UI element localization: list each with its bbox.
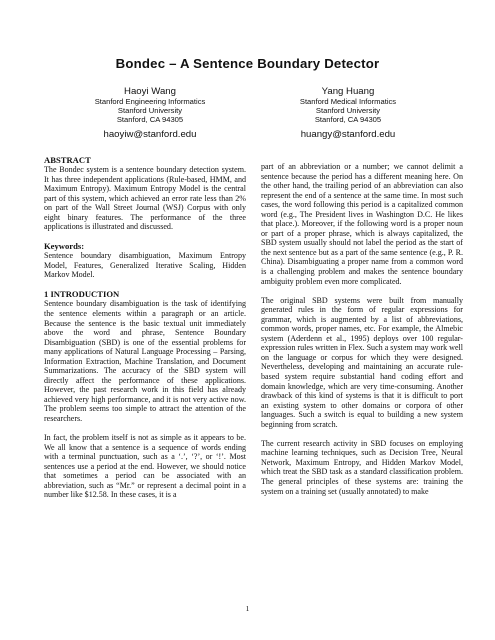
- introduction-heading: 1 INTRODUCTION: [44, 289, 120, 300]
- author-affiliation: Stanford Medical Informatics: [299, 97, 397, 106]
- right-paragraph-3: The current research activity in SBD focuses on employing machine learning techniques, such as Decision Tree, Neural Network, Maximum Entropy, and Hidden Markov Model, which treat the SBD task as a standard classification problem. The general principles of these systems are: training the system on a training set (usually annotated) to make: [261, 438, 463, 496]
- author-affiliation: Stanford Engineering Informatics: [94, 97, 206, 106]
- keywords-text: Sentence boundary disambiguation, Maximum Entropy Model, Features, Generalized Iterative Scaling, Hidden Markov Model.: [44, 251, 246, 280]
- author-block-2: [248, 86, 448, 140]
- author-city: Stanford, CA 94305: [116, 115, 184, 124]
- author-block-1: [50, 86, 250, 140]
- author-university: Stanford University: [315, 106, 381, 115]
- author-university: Stanford University: [117, 106, 183, 115]
- left-column: [44, 155, 246, 500]
- right-paragraph-2: The original SBD systems were built from manually generated rules in the form of regular expressions for grammar, which is augmented by a list of abbreviations, common words, proper names, etc. For example, the Almebic system (Aderdenn et al., 1995) deploys over 100 regular-expression rules written in Flex. Such a system may work well on the language or corpus for which they were designed. Nevertheless, developing and maintaining an accurate rule-based system require substantial hand coding effort and domain knowledge, which are very time-consuming. Another drawback of this kind of systems is that it is difficult to port an existing system to other domains or corpora of other languages. Such a switch is equal to building a new system beginning from scratch.: [261, 295, 463, 429]
- right-paragraph-1: part of an abbreviation or a number; we cannot delimit a sentence because the period has a different meaning here. On the other hand, the trailing period of an abbreviation can also represent the end of a sentence at the same time. In most such cases, the word following this period is a capitalized common word (e.g., The President lives in Washington D.C. He likes that place.). Moreover, if the following word is a proper noun or part of a proper phrase, which is always capitalized, the SBD system usually should not label the period as the start of the next sentence but as a part of the same sentence (e.g., P. R. China). Disambiguating a proper name from a common word is a challenging problem and makes the sentence boundary ambiguity problem even more complicated.: [261, 162, 463, 286]
- keywords-heading: Keywords:: [44, 241, 85, 252]
- author-city: Stanford, CA 94305: [314, 115, 382, 124]
- paper-title: Bondec – A Sentence Boundary Detector: [115, 56, 380, 71]
- page-number: 1: [245, 604, 250, 613]
- intro-paragraph-2: In fact, the problem itself is not as simple as it appears to be. We all know that a sentence is a sequence of words ending with a terminal punctuation, such as a ‘.’, ‘?’, or ‘!’. Most sentences use a period at the end. However, we should notice that sometimes a period can be associated with an abbreviation, such as “Mr.” or represent a decimal point in a number like $12.58. In these cases, it is a: [44, 433, 246, 500]
- intro-paragraph-1: Sentence boundary disambiguation is the task of identifying the sentence elements within a paragraph or an article. Because the sentence is the basic textual unit immediately above the word and phrase, Sentence Boundary Disambiguation (SBD) is one of the essential problems for many applications of Natural Language Processing – Parsing, Information Extraction, Machine Translation, and Document Summarizations. The accuracy of the SBD system will directly affect the performance of these applications. However, the past research work in this field has already achieved very high performance, and it is not very active now. The problem seems too simple to attract the attention of the researchers.: [44, 299, 246, 424]
- abstract-heading: ABSTRACT: [44, 155, 91, 165]
- author-name: Haoyi Wang: [124, 86, 176, 97]
- right-column: [261, 162, 463, 496]
- abstract-text: The Bondec system is a sentence boundary detection system. It has three independent applications (Rule-based, HMM, and Maximum Entropy). Maximum Entropy Model is the central part of this system, which achieved an error rate less than 2% on part of the Wall Street Journal (WSJ) Corpus with only eight binary features. The performance of the three applications is illustrated and discussed.: [44, 165, 246, 232]
- author-email: haoyiw@stanford.edu: [103, 129, 197, 140]
- author-email: huangy@stanford.edu: [300, 129, 396, 140]
- author-name: Yang Huang: [321, 86, 375, 97]
